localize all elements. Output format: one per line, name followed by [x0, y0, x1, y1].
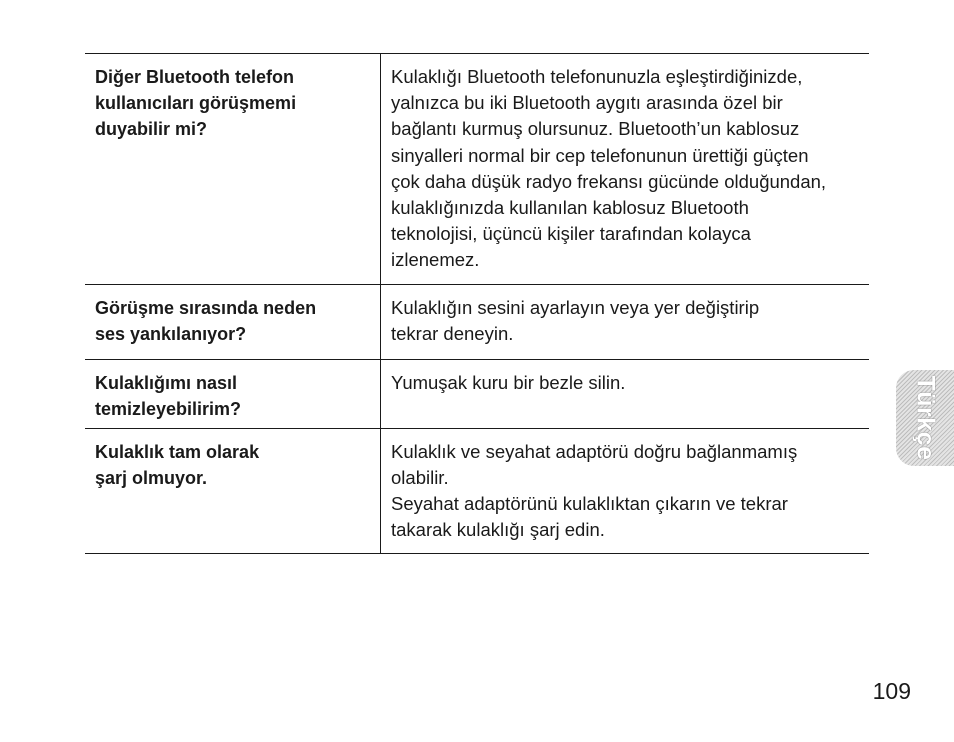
faq-row [85, 54, 869, 285]
question-cell [85, 428, 381, 554]
language-tab-label: Türkçe [911, 375, 940, 461]
faq-row [85, 428, 869, 554]
answer-text: Kulaklık ve seyahat adaptörü doğru bağlanmamış olabilir. Seyahat adaptörünü kulaklıktan çıkarın ve tekrar takarak kulaklığı şarj edin. [391, 440, 798, 541]
faq-table [85, 53, 869, 554]
question-text: Kulaklığımı nasıl temizleyebilirim? [95, 372, 242, 419]
faq-row [85, 359, 869, 428]
question-cell [85, 284, 381, 359]
question-text: Diğer Bluetooth telefon kullanıcıları görüşmemi duyabilir mi? [95, 67, 297, 139]
answer-cell [381, 428, 870, 554]
answer-cell [381, 284, 870, 359]
answer-cell [381, 359, 870, 428]
answer-text: Kulaklığın sesini ayarlayın veya yer değiştirip tekrar deneyin. [391, 296, 760, 344]
answer-text: Kulaklığı Bluetooth telefonunuzla eşleştirdiğinizde, yalnızca bu iki Bluetooth aygıtı arasında özel bir bağlantı kurmuş olursunuz. Bluetooth’un kablosuz sinyalleri normal bir cep telefonunun ürettiği güçten çok daha düşük radyo frekansı gücünde olduğundan, kulaklığınızda kullanılan kablosuz Bluetooth teknolojisi, üçüncü kişiler tarafından kolayca izlenemez. [391, 66, 827, 271]
faq-row [85, 284, 869, 359]
question-text: Kulaklık tam olarak şarj olmuyor. [95, 441, 260, 488]
language-tab [896, 370, 954, 466]
answer-text: Yumuşak kuru bir bezle silin. [391, 371, 626, 393]
answer-cell [381, 54, 870, 285]
question-cell [85, 54, 381, 285]
page-number: 109 [872, 678, 911, 704]
question-cell [85, 359, 381, 428]
question-text: Görüşme sırasında neden ses yankılanıyor? [95, 297, 317, 344]
